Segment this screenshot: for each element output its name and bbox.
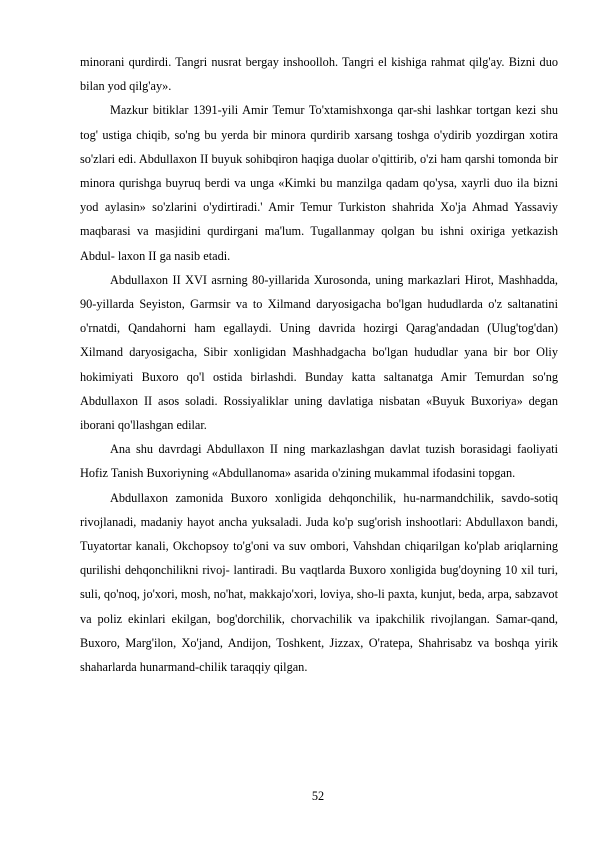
paragraph: Abdullaxon zamonida Buxoro xonligida dehqonchilik, hu-narmandchilik, savdo-sotiq rivojlanadi, madaniy hayot ancha yuksaladi. Juda ko'p sug'orish inshootlari: Abdullaxon bandi, Tuyatortar kanali, Okchopsoy to'g'oni va suv ombori, Vahshdan chiqarilgan ko'plab ariqlarning qurilishi dehqonchilikni rivoj- lantiradi. Bu vaqtlarda Buxoro xonligida bug'doyning 10 xil turi, suli, qo'noq, jo'xori, mosh, no'hat, makkajo'xori, loviya, sho-li paxta, kunjut, beda, arpa, sabzavot va poliz ekinlari ekilgan, bog'dorchilik, chorvachilik va ipakchilik rivojlangan. Samar-qand, Buxoro, Marg'ilon, Xo'jand, Andijon, Toshkent, Jizzax, O'ratepa, Shahrisabz va boshqa yirik shaharlarda hunarmand-chilik taraqqiy qilgan. — [80, 490, 558, 675]
paragraph: Abdullaxon II XVI asrning 80-yillarida Xurosonda, uning markazlari Hirot, Mashhadda, 90-yillarda Seyiston, Garmsir va to Xilmand daryosigacha bo'lgan hududlarda o'z saltanatini o'rnatdi, Qandahorni ham egallaydi. Uning davrida hozirgi Qarag'andadan (Ulug'tog'dan) Xilmand daryosigacha, Sibir xonligidan Mashhadgacha bo'lgan hududlar yana bir bor Oliy hokimiyati Buxoro qo'l ostida birlashdi. Bunday katta saltanatga Amir Temurdan so'ng Abdullaxon II asos soladi. Rossiyaliklar uning davlatiga nisbatan «Buyuk Buxoriya» degan iborani qo'llashgan edilar. — [80, 272, 558, 433]
paragraph: Mazkur bitiklar 1391-yili Amir Temur To'xtamishxonga qar-shi lashkar tortgan kezi shu tog' ustiga chiqib, so'ng bu yerda bir minora qurdirib xarsang toshga o'ydirib yozdirgan xotira so'zlari edi. Abdullaxon II buyuk sohibqiron haqiga duolar o'qittirib, o'zi ham qarshi tomonda bir minora qurishga buyruq berdi va unga «Kimki bu manzilga qadam qo'ysa, xayrli duo ila bizni yod aylasin» so'zlarini o'ydirtiradi.' Amir Temur Turkiston shahrida Xo'ja Ahmad Yassaviy maqbarasi va masjidini qurdirgani ma'lum. Tugallanmay qolgan bu ishni oxiriga yetkazish Abdul- laxon II ga nasib etadi. — [80, 103, 558, 263]
page-number: 52 — [311, 789, 325, 803]
body-text — [80, 50, 558, 679]
paragraph-continuation: minorani qurdirdi. Tangri nusrat bergay inshoolloh. Tangri el kishiga rahmat qilg'ay. Bizni duo bilan yod qilg'ay». — [80, 55, 558, 94]
paragraph: Ana shu davrdagi Abdullaxon II ning markazlashgan davlat tuzish borasidagi faoliyati Hofiz Tanish Buxoriyning «Abdullanoma» asarida o'zining mukammal ifodasini topgan. — [80, 442, 558, 481]
